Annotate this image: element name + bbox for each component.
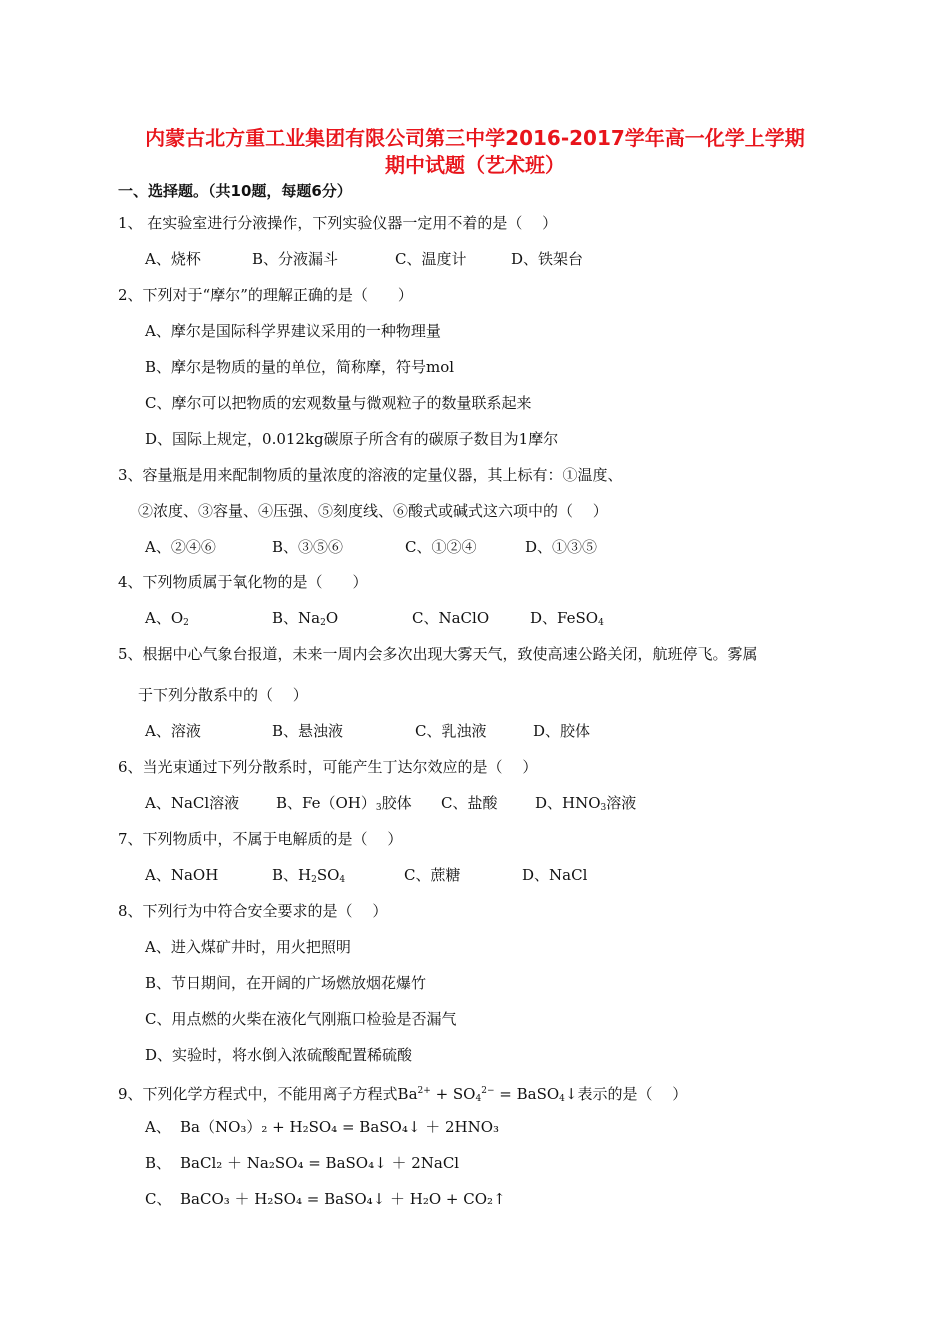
section-heading: 一、选择题。（共10题，每题6分） bbox=[118, 182, 352, 200]
question-9-option-b-label: B、 bbox=[145, 1154, 172, 1172]
question-4-stem: 4、下列物质属于氧化物的是（ ） bbox=[118, 573, 368, 591]
question-2-option-c: C、摩尔可以把物质的宏观数量与微观粒子的数量联系起来 bbox=[145, 394, 532, 412]
question-2-stem: 2、下列对于“摩尔”的理解正确的是（ ） bbox=[118, 286, 413, 304]
question-8-option-a: A、进入煤矿井时，用火把照明 bbox=[145, 938, 351, 956]
question-9-option-a-equation: Ba（NO₃）₂ + H₂SO₄ = BaSO₄↓ ＋ 2HNO₃ bbox=[180, 1118, 500, 1136]
question-5-option-a: A、溶液 bbox=[145, 722, 201, 740]
question-1-option-d: D、铁架台 bbox=[511, 250, 584, 268]
question-6-stem: 6、当光束通过下列分散系时，可能产生丁达尔效应的是（ ） bbox=[118, 758, 538, 776]
question-2-option-b: B、摩尔是物质的量的单位，简称摩，符号mol bbox=[145, 358, 455, 376]
question-7-option-c: C、蔗糖 bbox=[404, 866, 461, 884]
question-2-option-a: A、摩尔是国际科学界建议采用的一种物理量 bbox=[145, 322, 441, 340]
question-5-option-b: B、悬浊液 bbox=[272, 722, 344, 740]
question-9-option-c-label: C、 bbox=[145, 1190, 172, 1208]
question-6-option-a: A、NaCl溶液 bbox=[145, 794, 240, 812]
question-9-option-b-equation: BaCl₂ ＋ Na₂SO₄ = BaSO₄↓ ＋ 2NaCl bbox=[180, 1154, 460, 1172]
document-title-line-1: 内蒙古北方重工业集团有限公司第三中学2016-2017学年高一化学上学期 bbox=[145, 126, 805, 150]
document-title-line-2: 期中试题（艺术班） bbox=[385, 153, 565, 177]
question-5-stem-line-1: 5、根据中心气象台报道，未来一周内会多次出现大雾天气，致使高速公路关闭，航班停飞。雾属 bbox=[118, 645, 758, 663]
question-4-option-a: A、$O_2$ bbox=[145, 609, 189, 628]
question-8-option-c: C、用点燃的火柴在液化气刚瓶口检验是否漏气 bbox=[145, 1010, 457, 1028]
question-2-option-d: D、国际上规定，0.012kg碳原子所含有的碳原子数目为1摩尔 bbox=[145, 430, 559, 448]
question-1-option-a: A、烧杯 bbox=[145, 250, 201, 268]
question-1-option-c: C、温度计 bbox=[395, 250, 467, 268]
question-3-option-b: B、③⑤⑥ bbox=[272, 538, 344, 556]
question-6-option-d: D、$HNO_3$溶液 bbox=[535, 794, 637, 813]
question-3-stem-line-2: ②浓度、③容量、④压强、⑤刻度线、⑥酸式或碱式这六项中的（ ） bbox=[138, 502, 608, 520]
question-3-option-a: A、②④⑥ bbox=[145, 538, 216, 556]
question-9-stem: 9、下列化学方程式中，不能用离子方程式$Ba^{2+} + SO_4^{2-}$ = BaSO$_4$↓表示的是（ ） bbox=[118, 1085, 688, 1104]
question-9-option-a-label: A、 bbox=[145, 1118, 171, 1136]
question-3-option-d: D、①③⑤ bbox=[525, 538, 598, 556]
question-4-option-d: D、FeSO$_4$ bbox=[530, 609, 604, 628]
question-1-option-b: B、分液漏斗 bbox=[252, 250, 339, 268]
question-6-option-b: B、$Fe(OH)_3$胶体 bbox=[276, 794, 412, 813]
question-8-option-d: D、实验时，将水倒入浓硫酸配置稀硫酸 bbox=[145, 1046, 413, 1064]
question-5-stem-line-2: 于下列分散系中的（ ） bbox=[138, 686, 308, 704]
question-7-option-b: B、$H_2SO_4$ bbox=[272, 866, 346, 885]
question-5-option-d: D、胶体 bbox=[533, 722, 591, 740]
question-3-stem-line-1: 3、容量瓶是用来配制物质的量浓度的溶液的定量仪器，其上标有：①温度、 bbox=[118, 466, 623, 484]
question-5-option-c: C、乳浊液 bbox=[415, 722, 487, 740]
question-3-option-c: C、①②④ bbox=[405, 538, 477, 556]
question-7-option-a: A、NaOH bbox=[145, 866, 219, 884]
question-8-option-b: B、节日期间，在开阔的广场燃放烟花爆竹 bbox=[145, 974, 427, 992]
question-7-stem: 7、下列物质中，不属于电解质的是（ ） bbox=[118, 830, 403, 848]
question-7-option-d: D、NaCl bbox=[522, 866, 588, 884]
question-8-stem: 8、下列行为中符合安全要求的是（ ） bbox=[118, 902, 388, 920]
question-4-option-c: C、NaClO bbox=[412, 609, 490, 627]
question-9-option-c-equation: BaCO₃ ＋ H₂SO₄ = BaSO₄↓ ＋ H₂O + CO₂↑ bbox=[180, 1190, 506, 1208]
question-6-option-c: C、盐酸 bbox=[441, 794, 498, 812]
question-4-option-b: B、$Na_2O$ bbox=[272, 609, 339, 628]
question-1-stem: 1、 在实验室进行分液操作，下列实验仪器一定用不着的是（ ） bbox=[118, 214, 558, 232]
